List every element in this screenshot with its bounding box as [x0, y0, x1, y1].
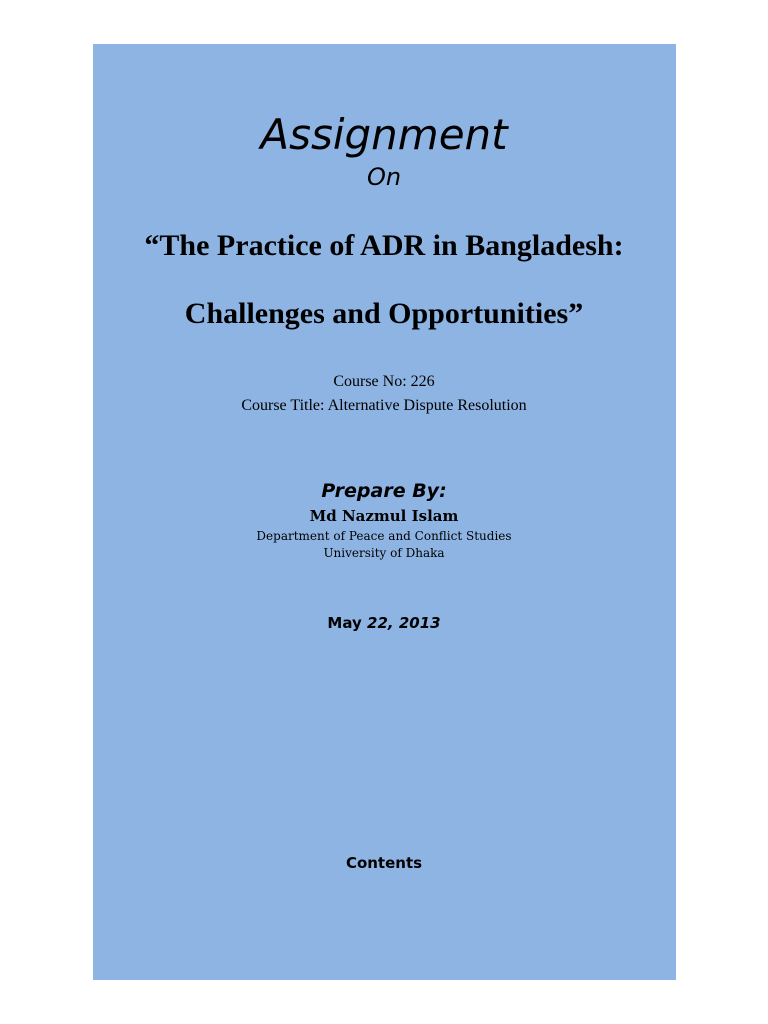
university: University of Dhaka: [323, 546, 445, 560]
course-title: Course Title: Alternative Dispute Resolution: [241, 397, 527, 414]
assignment-heading: Assignment: [260, 110, 508, 159]
on-label: On: [366, 163, 402, 191]
title-line-1: “The Practice of ADR in Bangladesh:: [144, 229, 624, 262]
contents-heading: Contents: [345, 854, 423, 872]
title-line-2: Challenges and Opportunities”: [184, 297, 584, 330]
date-day-year: 22, 2013: [367, 614, 441, 632]
course-number: Course No: 226: [333, 373, 435, 390]
date: [0, 612, 768, 634]
prepared-by-label: Prepare By:: [321, 480, 447, 502]
department: Department of Peace and Conflict Studies: [256, 529, 512, 543]
date-month: May: [327, 614, 362, 632]
author-name: Md Nazmul Islam: [309, 507, 459, 525]
